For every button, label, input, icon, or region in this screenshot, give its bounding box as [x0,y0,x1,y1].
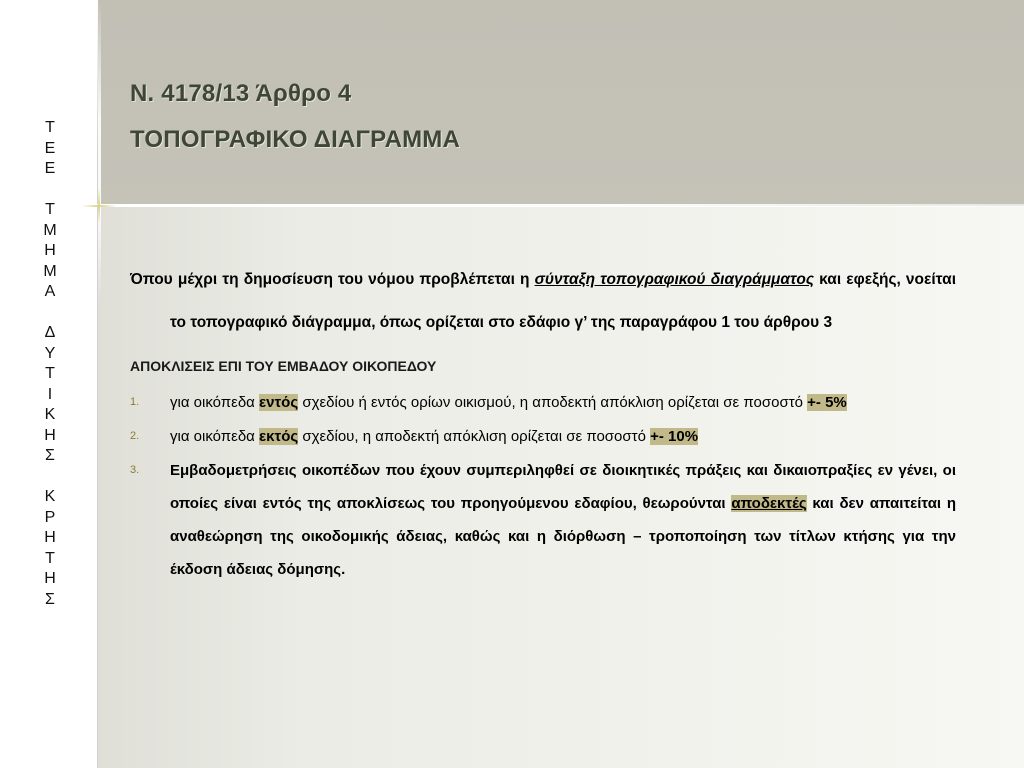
slide-title-topic: ΤΟΠΟΓΡΑΦΙΚΟ ΔΙΑΓΡΑΜΜΑ [130,126,461,153]
sidebar-letter: Ε [44,139,56,157]
list-item-number: 2. [130,430,140,442]
highlight-within-plan: εντός [259,394,299,411]
list-item-text: Εμβαδομετρήσεις οικοπέδων που έχουν συμπεριληφθεί σε διοικητικές πράξεις και δικαιοπραξίες εν γένει, οι οποίες είναι εντός της αποκλίσεως του προηγούμενου εδαφίου, θεωρούνται [170,462,956,512]
section-heading: ΑΠΟΚΛΙΣΕΙΣ ΕΠΙ ΤΟΥ ΕΜΒΑΔΟΥ ΟΙΚΟΠΕΔΟΥ [130,358,437,374]
sidebar-letter: Η [44,570,56,587]
list-item-text: για οικόπεδα [170,394,260,411]
divider-line [0,204,1024,207]
vertical-accent-line [98,0,101,300]
sidebar-letter: Τ [45,119,55,136]
sidebar-letter: Μ [43,221,57,239]
list-item-text: σχεδίου, η αποδεκτή απόκλιση ορίζεται σε ποσοστό [298,428,651,445]
list-item-text: για οικόπεδα [170,428,260,445]
sidebar-letter: Τ [45,365,55,382]
list-item [130,420,956,453]
sidebar-letter: Τ [45,549,55,567]
highlight-percentage: +- 10% [650,428,699,445]
list-item-text: σχεδίου ή εντός ορίων οικισμού, η αποδεκτή απόκλιση ορίζεται σε ποσοστό [298,394,808,411]
sidebar-letter: Υ [44,344,56,362]
sidebar-letter: Α [44,283,56,300]
sidebar-letter: Σ [45,447,55,464]
intro-text-start: Όπου μέχρι τη δημοσίευση του νόμου προβλέπεται η [130,271,535,288]
sidebar-letter: Ι [47,385,53,403]
sidebar-letter: Μ [43,262,57,280]
highlight-acceptable: αποδεκτές [731,495,807,512]
sidebar-letter: Ρ [44,508,56,526]
sidebar-letter: Η [44,529,56,546]
sidebar-letter: Η [44,426,56,444]
intro-underlined-term: σύνταξη τοπογραφικού διαγράμματος [534,271,815,288]
sidebar-letter: Κ [44,488,56,505]
slide-title-law: Ν. 4178/13 Άρθρο 4 [130,80,352,107]
list-item [130,386,956,419]
list-item [130,454,956,586]
list-item-number: 1. [130,396,140,408]
slide-body [130,258,956,587]
highlight-percentage: +- 5% [807,394,847,411]
sidebar-vertical-text [40,118,60,610]
sidebar-letter: Τ [45,201,55,218]
intro-text-end: και εφεξής, νοείται το τοπογραφικό διάγραμμα, όπως ορίζεται στο εδάφιο γ’ της παραγράφου 1 του άρθρου 3 [170,271,956,331]
sidebar-letter: Η [44,242,56,259]
list-item-text: και δεν απαιτείται η αναθεώρηση της οικοδομικής άδειας, καθώς και η διόρθωση – τροποποίηση των τίτλων κτήσης για την έκδοση άδειας δόμησης. [170,495,957,578]
intro-paragraph [130,258,956,344]
deviation-list [130,386,956,586]
list-item-number: 3. [130,464,140,476]
sidebar-letter: Κ [44,406,56,423]
highlight-outside-plan: εκτός [259,428,299,445]
sidebar-letter: Ε [44,160,56,177]
sidebar-letter: Σ [45,590,55,608]
sidebar-letter: Δ [44,324,56,341]
